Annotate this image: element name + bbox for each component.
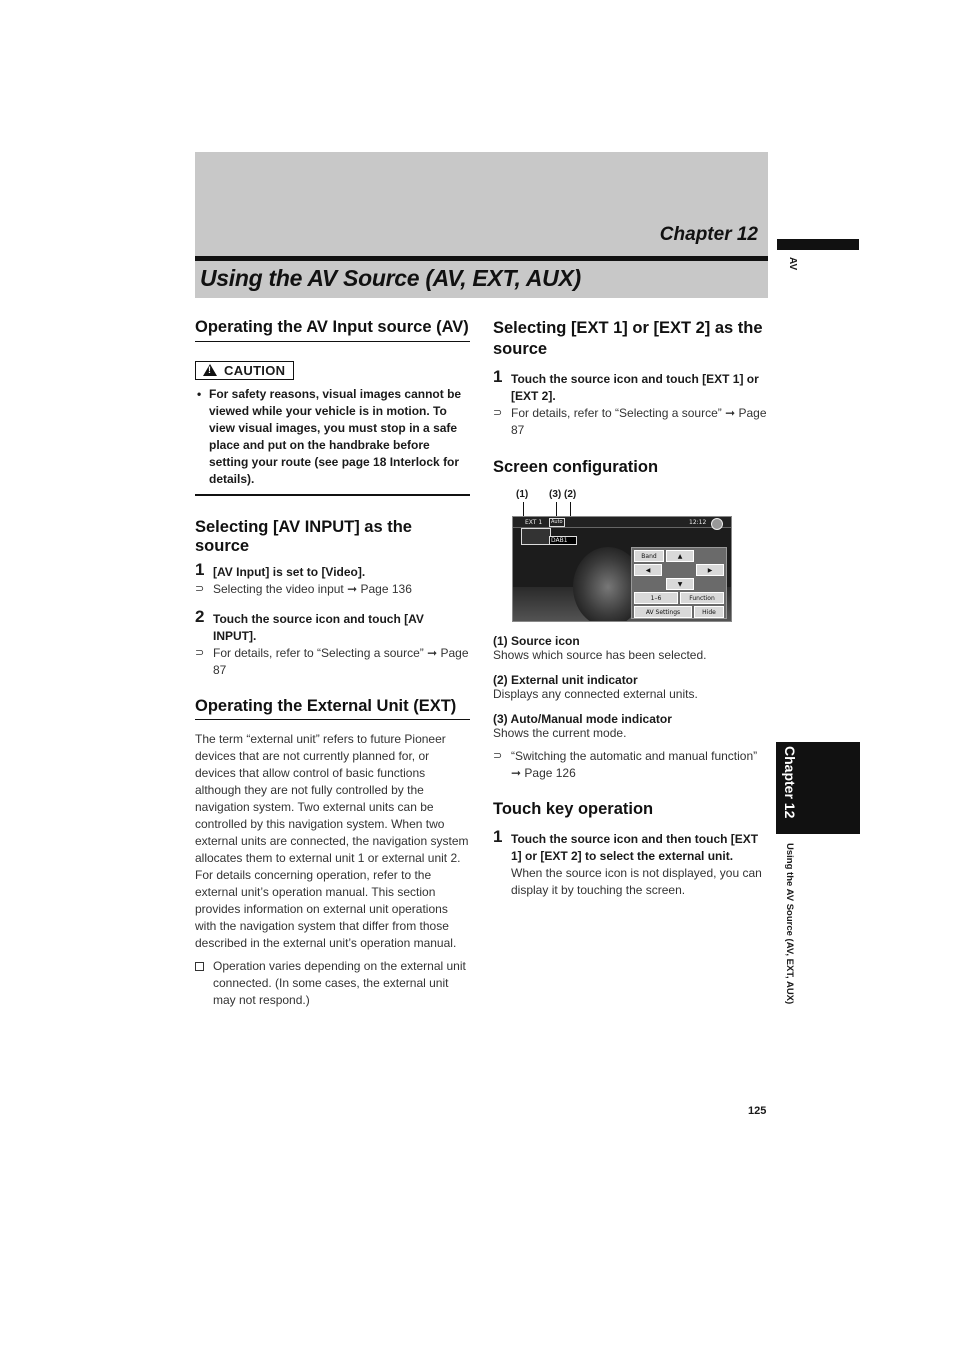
definition-list	[493, 634, 768, 741]
ext-step-1-ref: ⊃ For details, refer to “Selecting a source” ➞ Page 87	[493, 405, 768, 439]
av-icon	[711, 518, 723, 530]
callout-1: (1)	[516, 489, 529, 500]
down-arrow-key[interactable]: ▼	[666, 578, 694, 590]
touch-panel	[631, 547, 727, 619]
mode-indicator-label: Auto	[551, 519, 563, 525]
side-tab-section: Using the AV Source (AV, EXT, AUX)	[784, 843, 795, 1005]
step-text: Touch the source icon and then touch [EXT 1] or [EXT 2] to select the external unit.	[511, 832, 759, 863]
up-arrow-key[interactable]: ▲	[666, 550, 694, 562]
definition-desc: Displays any connected external units.	[493, 687, 698, 701]
left-column	[195, 318, 470, 1009]
device-screen	[512, 516, 732, 622]
right-arrow-key[interactable]: ▶	[696, 564, 724, 576]
clock: 12:12	[689, 519, 707, 526]
definition-term: (2) External unit indicator	[493, 673, 638, 687]
right-column	[493, 318, 768, 899]
function-key[interactable]: Function	[680, 592, 724, 604]
chapter-label: Chapter 12	[659, 224, 758, 245]
mode-ref: ⊃ “Switching the automatic and manual function” ➞ Page 126	[493, 748, 768, 782]
touch-step-1	[493, 827, 768, 865]
external-unit-label: DAB1	[551, 537, 568, 544]
left-arrow-key[interactable]: ◀	[634, 564, 662, 576]
caution-text: • For safety reasons, visual images cannot be viewed while your vehicle is in motion. To view visual images, you must stop in a safe place and put on the handbrake before setting your route (see page 18 Interlock for details).	[195, 386, 470, 488]
av-settings-key[interactable]: AV Settings	[634, 606, 692, 618]
side-tab-chapter	[776, 742, 860, 834]
step-text: Touch the source icon and touch [EXT 1] or [EXT 2].	[511, 372, 759, 403]
definition-term: (3) Auto/Manual mode indicator	[493, 712, 672, 726]
definition-desc: Shows which source has been selected.	[493, 648, 707, 662]
side-tab-chapter-label: Chapter 12	[782, 746, 798, 819]
definition-term: (1) Source icon	[493, 634, 580, 648]
chapter-header	[195, 152, 768, 298]
hide-key[interactable]: Hide	[694, 606, 724, 618]
page-number: 125	[748, 1105, 767, 1117]
source-icon-label: EXT 1	[525, 519, 543, 526]
ext-note: Operation varies depending on the external unit connected. (In some cases, the external unit may not respond.)	[195, 958, 470, 1009]
av-step-2	[195, 607, 470, 645]
band-key[interactable]: Band	[634, 550, 664, 562]
av-step-2-ref: ⊃ For details, refer to “Selecting a source” ➞ Page 87	[195, 645, 470, 679]
preset-key[interactable]: 1–6	[634, 592, 678, 604]
caution-label: CAUTION	[224, 363, 286, 378]
definition-item	[493, 673, 768, 702]
caution-rule	[195, 494, 470, 496]
heading-screen-config: Screen configuration	[493, 458, 659, 476]
caution-badge	[195, 361, 294, 380]
page-title: Using the AV Source (AV, EXT, AUX)	[200, 265, 581, 291]
step-number: 1	[493, 827, 503, 846]
step-number: 2	[195, 607, 205, 626]
side-tab-av: AV	[787, 257, 798, 271]
definition-desc: Shows the current mode.	[493, 726, 627, 740]
definition-item	[493, 634, 768, 663]
step-text: Touch the source icon and touch [AV INPUT].	[213, 612, 424, 643]
av-step-1	[195, 560, 470, 581]
definition-item	[493, 712, 768, 741]
heading-external-unit: Operating the External Unit (EXT)	[195, 698, 470, 720]
touch-step-desc: When the source icon is not displayed, you can display it by touching the screen.	[511, 866, 762, 897]
step-number: 1	[195, 560, 205, 579]
heading-select-av-input: Selecting [AV INPUT] as the source	[195, 518, 412, 555]
warning-icon	[203, 364, 217, 376]
ext-step-1	[493, 367, 768, 405]
screen-figure	[493, 489, 733, 624]
heading-select-ext: Selecting [EXT 1] or [EXT 2] as the source	[493, 319, 763, 358]
ext-body-text: The term “external unit” refers to future Pioneer devices that are not currently planned for, or devices that allow control of basic functions although they are not fully controlled by the navigation system. Two external units can be controlled by this navigation system. When two external units are connected, the navigation system allocates them to external unit 1 or external unit 2. For details concerning operation, refer to the external unit’s operation manual. This section provides information on external unit operations with the navigation system that differ from those described in the external unit’s operation manual.	[195, 732, 469, 950]
header-rule	[195, 256, 768, 261]
callout-3: (3)	[549, 489, 562, 500]
caution-block	[195, 361, 470, 496]
side-tab-bar	[777, 239, 859, 250]
step-text: [AV Input] is set to [Video].	[213, 565, 366, 579]
heading-av-input-source: Operating the AV Input source (AV)	[195, 318, 470, 342]
av-step-1-ref: ⊃ Selecting the video input ➞ Page 136	[195, 581, 470, 598]
source-icon[interactable]	[521, 528, 551, 545]
callout-2: (2)	[564, 489, 577, 500]
step-number: 1	[493, 367, 503, 386]
heading-touch-key: Touch key operation	[493, 800, 654, 818]
